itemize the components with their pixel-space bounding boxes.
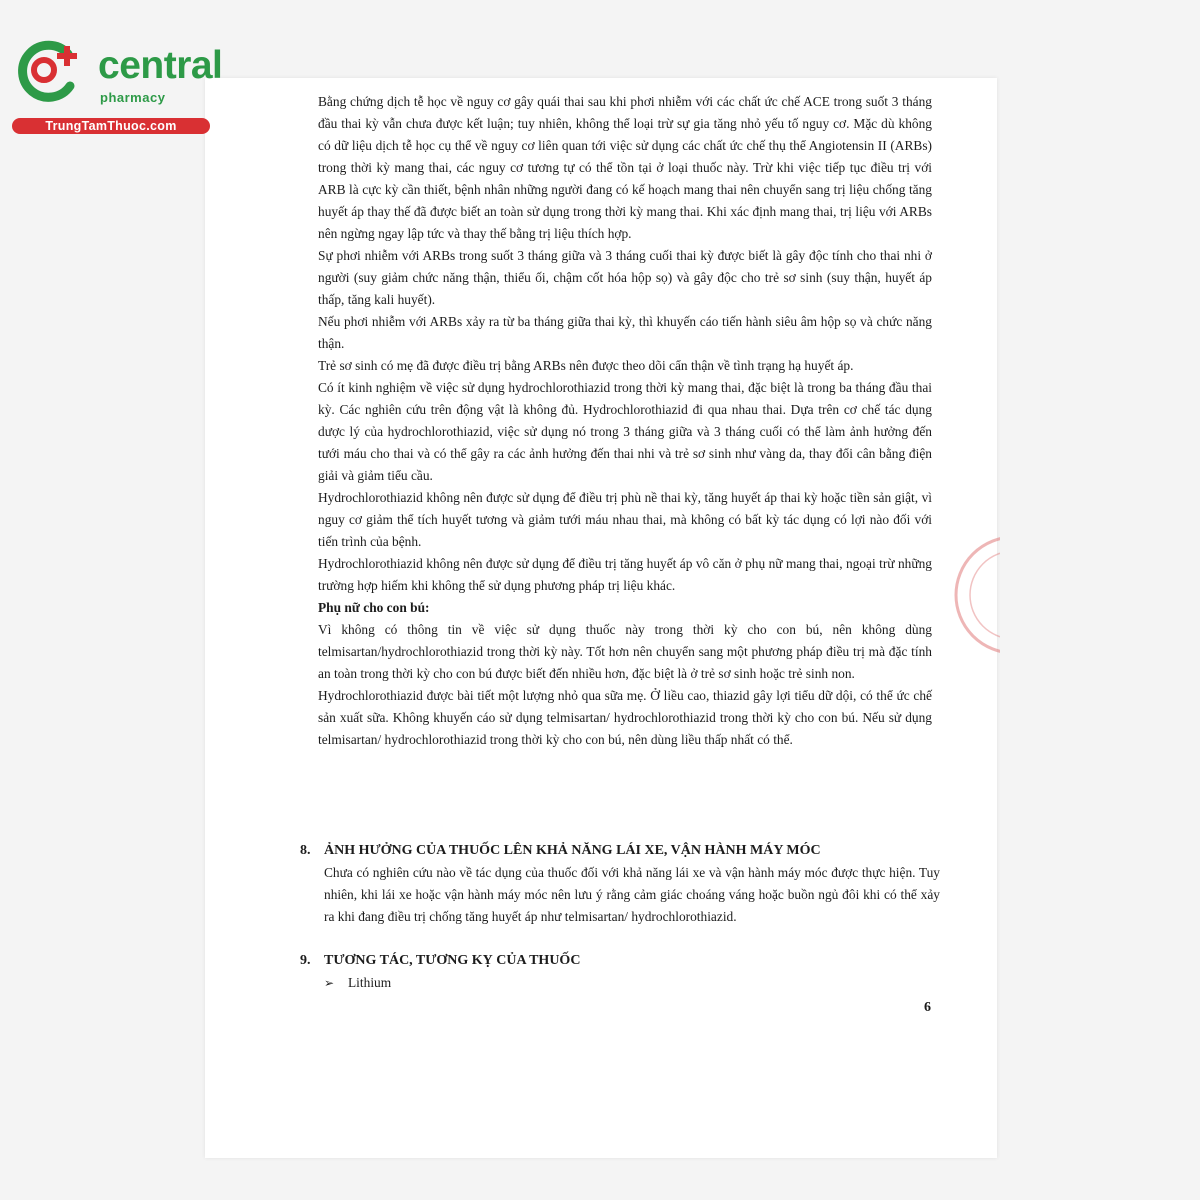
- section-title: TƯƠNG TÁC, TƯƠNG KỴ CỦA THUỐC: [324, 953, 581, 968]
- brand-name: central: [98, 44, 223, 87]
- brand-logo[interactable]: [12, 38, 223, 138]
- paragraph: Sự phơi nhiễm với ARBs trong suốt 3 tháng giữa và 3 tháng cuối thai kỳ được biết là gây độc tính cho thai nhi ở người (suy giảm chức năng thận, thiểu ối, chậm cốt hóa hộp sọ) và gây độc cho trẻ sơ sinh (suy thận, huyết áp thấp, tăng kali huyết).: [318, 248, 932, 307]
- paragraph: Vì không có thông tin về việc sử dụng thuốc này trong thời kỳ cho con bú, nên không dùng telmisartan/hydrochlorothiazid trong thời kỳ này. Tốt hơn nên chuyển sang một phương pháp điều trị mà đặc tính an toàn trong thời kỳ cho con bú được biết đến nhiều hơn, đặc biệt là ở trẻ sơ sinh hoặc trẻ sinh non.: [318, 622, 932, 681]
- brand-website[interactable]: TrungTamThuoc.com: [12, 118, 210, 134]
- paragraph: Hydrochlorothiazid được bài tiết một lượng nhỏ qua sữa mẹ. Ở liều cao, thiazid gây lợi tiểu dữ dội, có thể ức chế sản xuất sữa. Không khuyến cáo sử dụng telmisartan/ hydrochlorothiazid trong thời kỳ cho con bú. Nếu sử dụng telmisartan/ hydrochlorothiazid trong thời kỳ cho con bú, nên dùng liều thấp nhất có thể.: [318, 688, 932, 747]
- subheading-breastfeeding: Phụ nữ cho con bú:: [318, 600, 430, 615]
- section-heading: [300, 840, 940, 862]
- section-number: 9.: [300, 953, 311, 968]
- list-item: [324, 972, 940, 994]
- document-body: [318, 91, 932, 751]
- paragraph: Bằng chứng dịch tễ học về nguy cơ gây quái thai sau khi phơi nhiễm với các chất ức chế ACE trong suốt 3 tháng đầu thai kỳ vẫn chưa được kết luận; tuy nhiên, không thể loại trừ sự gia tăng nhỏ yếu tố nguy cơ. Mặc dù không có dữ liệu dịch tễ học cụ thể về nguy cơ liên quan tới việc sử dụng các chất ức chế thụ thể Angiotensin II (ARBs) trong thời kỳ mang thai, các nguy cơ tương tự có thể tồn tại ở loại thuốc này. Trừ khi việc tiếp tục điều trị với ARB là cực kỳ cần thiết, bệnh nhân những người đang có kế hoạch mang thai nên chuyển sang trị liệu chống tăng huyết áp thay thế đã được biết an toàn sử dụng trong thời kỳ mang thai. Khi xác định mang thai, trị liệu với ARBs nên ngừng ngay lập tức và thay thế bằng trị liệu thích hợp.: [318, 94, 932, 241]
- section-title: ẢNH HƯỞNG CỦA THUỐC LÊN KHẢ NĂNG LÁI XE, VẬN HÀNH MÁY MÓC: [324, 843, 821, 858]
- section-heading: [300, 950, 940, 972]
- section-number: 8.: [300, 843, 311, 858]
- page-number: 6: [924, 1000, 931, 1015]
- paragraph: Trẻ sơ sinh có mẹ đã được điều trị bằng ARBs nên được theo dõi cẩn thận về tình trạng hạ huyết áp.: [318, 358, 854, 373]
- paragraph: Hydrochlorothiazid không nên được sử dụng để điều trị phù nề thai kỳ, tăng huyết áp thai kỳ hoặc tiền sản giật, vì nguy cơ giảm thể tích huyết tương và giảm tưới máu nhau thai, mà không có bất kỳ tác dụng có lợi nào đối với tiến trình của bệnh.: [318, 490, 932, 549]
- brand-subtitle: pharmacy: [100, 90, 166, 105]
- paragraph: Nếu phơi nhiễm với ARBs xảy ra từ ba tháng giữa thai kỳ, thì khuyến cáo tiến hành siêu âm hộp sọ và chức năng thận.: [318, 314, 932, 351]
- section-body: Chưa có nghiên cứu nào về tác dụng của thuốc đối với khả năng lái xe và vận hành máy móc được thực hiện. Tuy nhiên, khi lái xe hoặc vận hành máy móc nên lưu ý rằng cảm giác choáng váng hoặc buồn ngủ đôi khi có thể xảy ra khi đang điều trị chống tăng huyết áp như telmisartan/ hydrochlorothiazid.: [324, 865, 940, 924]
- paragraph: Hydrochlorothiazid không nên được sử dụng để điều trị tăng huyết áp vô căn ở phụ nữ mang thai, ngoại trừ những trường hợp hiếm khi không thể sử dụng phương pháp trị liệu khác.: [318, 556, 932, 593]
- pharmacy-cross-icon: [12, 38, 90, 104]
- paragraph: Có ít kinh nghiệm về việc sử dụng hydrochlorothiazid trong thời kỳ mang thai, đặc biệt là trong ba tháng đầu thai kỳ. Các nghiên cứu trên động vật là không đủ. Hydrochlorothiazid đi qua nhau thai. Dựa trên cơ chế tác dụng dược lý của hydrochlorothiazid, việc sử dụng nó trong 3 tháng giữa và 3 tháng cuối có thể làm ảnh hưởng đến tưới máu cho thai và có thể gây ra các ảnh hưởng đến thai nhi và trẻ sơ sinh như vàng da, thay đổi cân bằng điện giải và giảm tiểu cầu.: [318, 380, 932, 483]
- seal-stamp-icon: [952, 520, 1000, 670]
- list-item-label: Lithium: [348, 975, 392, 990]
- section-8: [300, 840, 940, 928]
- arrow-bullet-icon: ➢: [324, 976, 335, 990]
- section-9: [300, 950, 940, 994]
